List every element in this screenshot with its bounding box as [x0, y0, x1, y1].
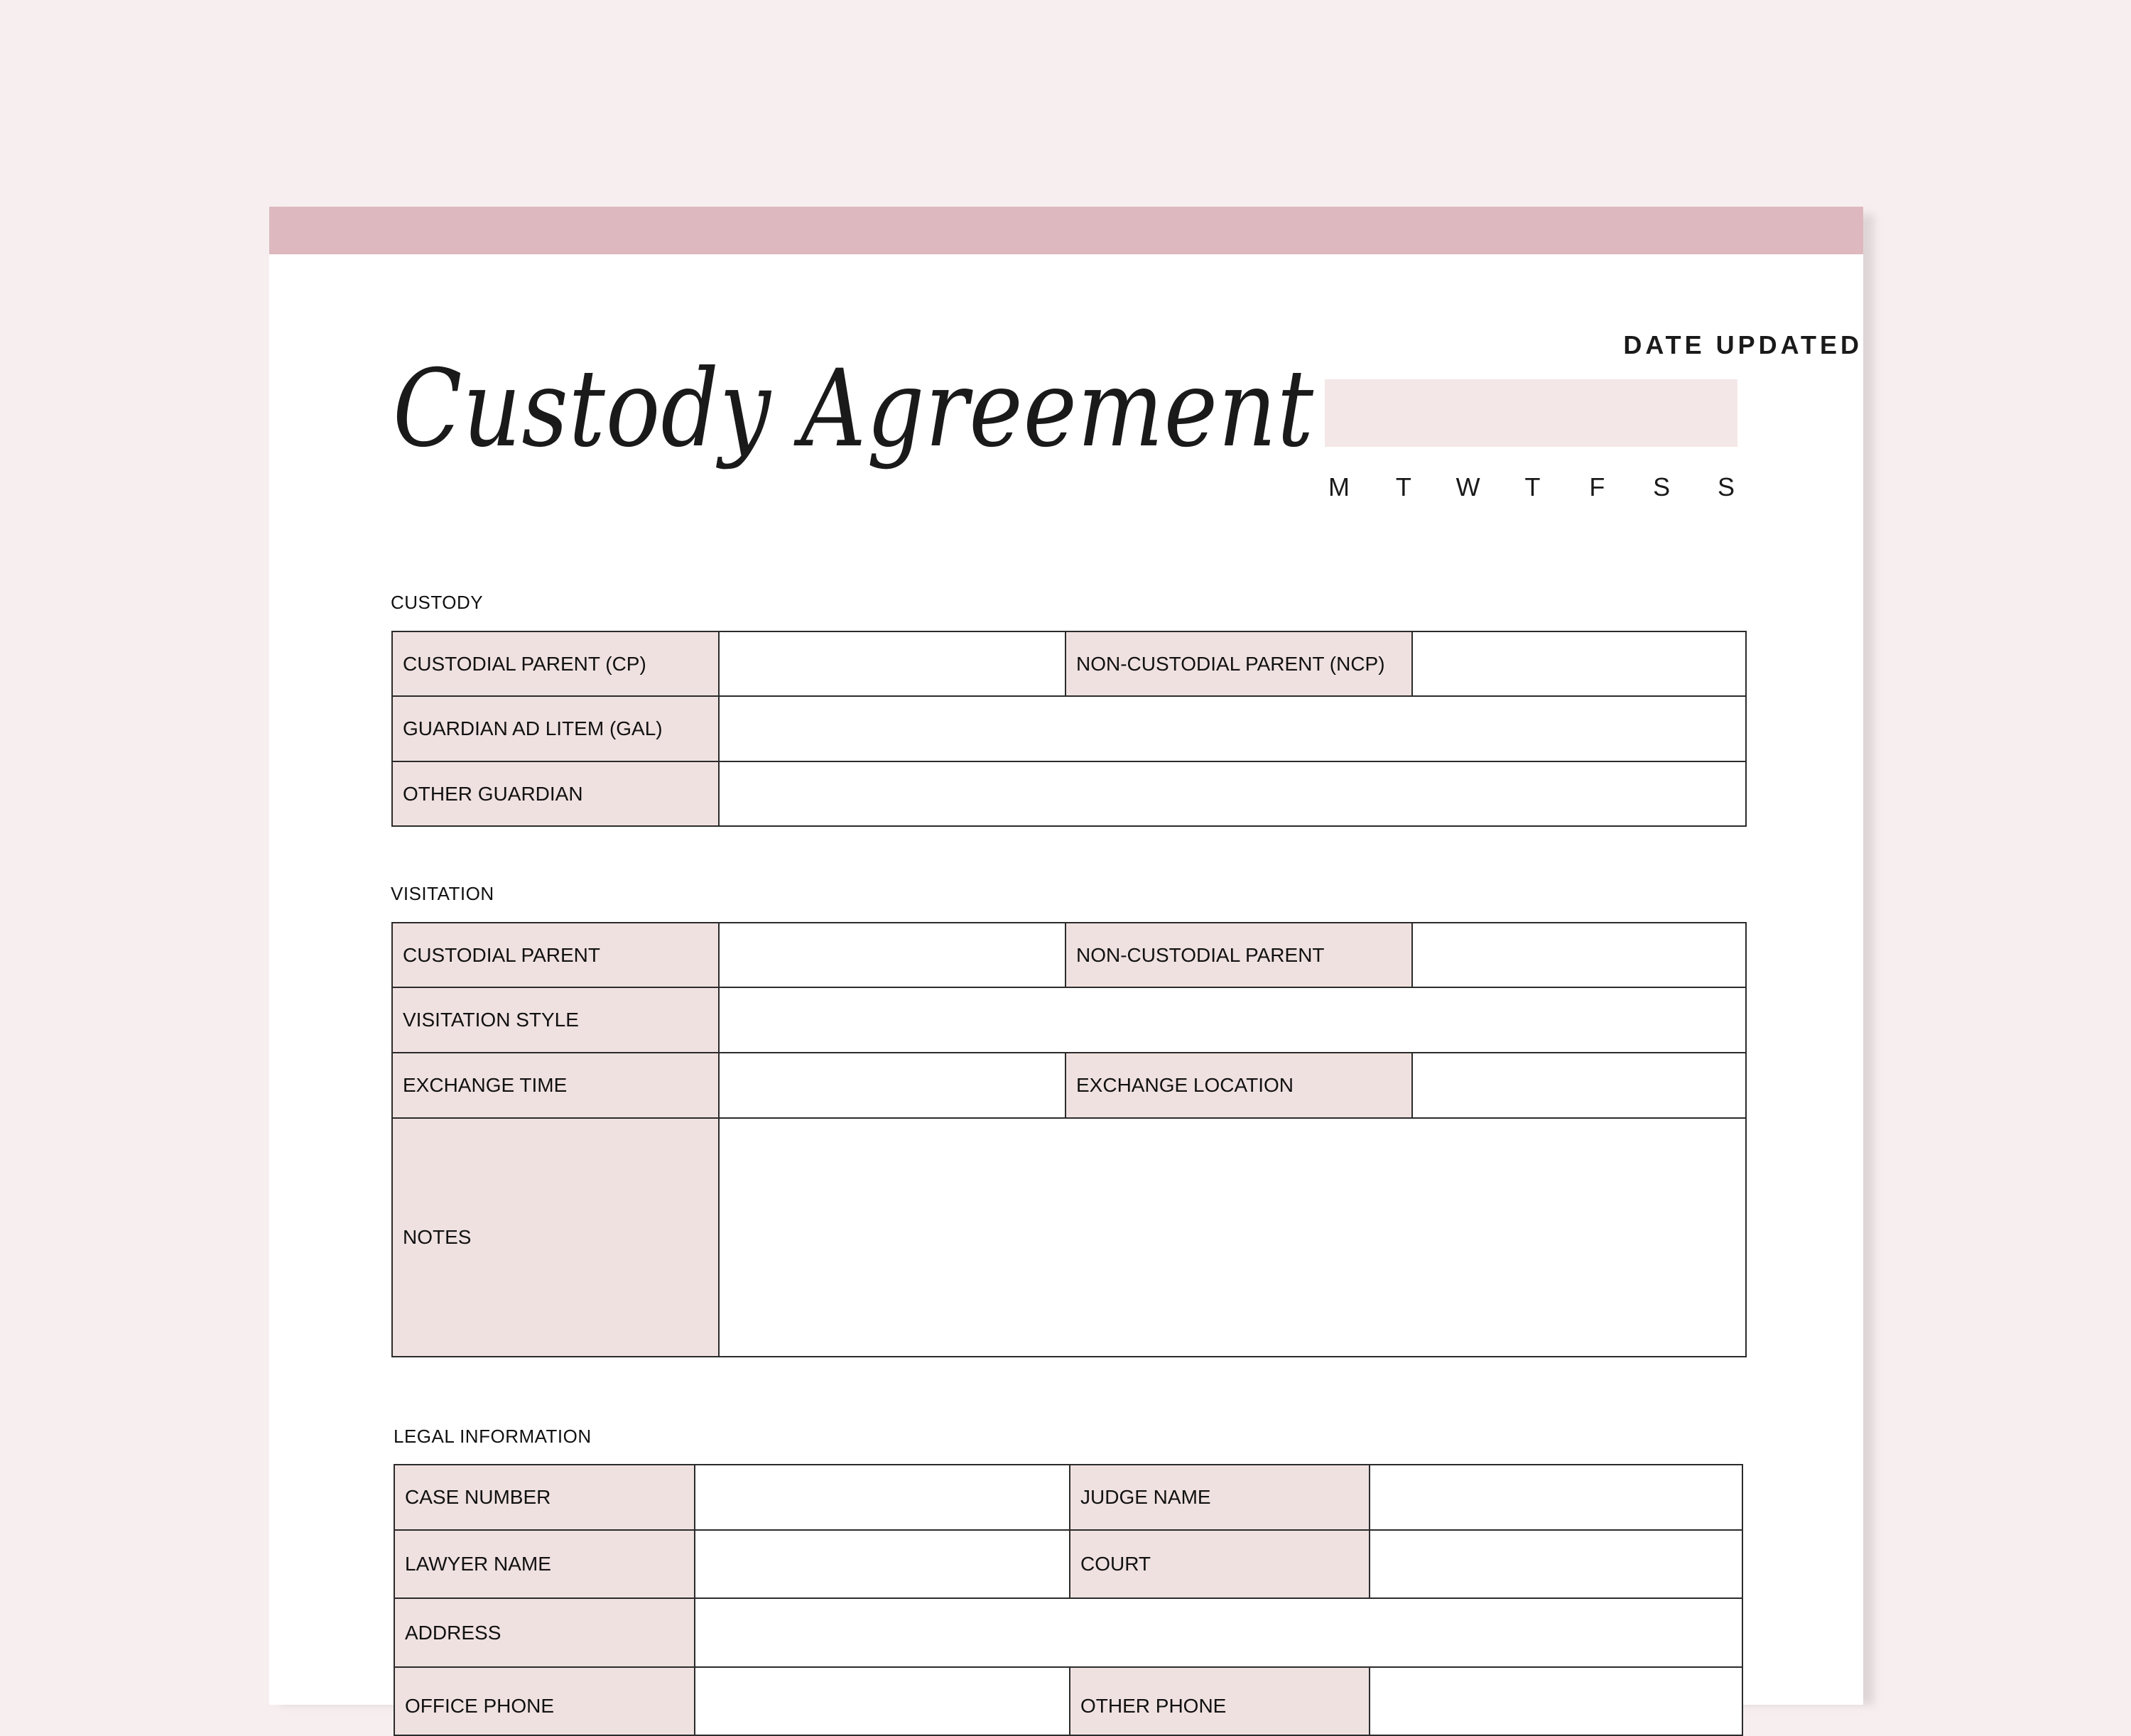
notes-label: NOTES: [392, 1118, 719, 1357]
office-phone-field[interactable]: [695, 1667, 1070, 1735]
form-sheet: [269, 207, 1863, 1717]
visitation-custodial-parent-label: CUSTODIAL PARENT: [392, 923, 719, 987]
case-number-field[interactable]: [695, 1465, 1070, 1530]
legal-information-table: [394, 1464, 1743, 1736]
day-monday[interactable]: M: [1328, 472, 1350, 501]
visitation-style-label: VISITATION STYLE: [392, 987, 719, 1053]
custody-heading: CUSTODY: [391, 592, 484, 613]
custody-table: [391, 631, 1747, 827]
day-tuesday[interactable]: T: [1395, 472, 1411, 501]
lawyer-name-label: LAWYER NAME: [394, 1530, 695, 1598]
other-phone-field[interactable]: [1370, 1667, 1742, 1735]
visitation-heading: VISITATION: [391, 883, 494, 904]
date-updated-field[interactable]: [1325, 379, 1737, 447]
custodial-parent-cp-field[interactable]: [719, 631, 1066, 696]
visitation-non-custodial-parent-label: NON-CUSTODIAL PARENT: [1066, 923, 1412, 987]
other-phone-label: OTHER PHONE: [1070, 1667, 1370, 1735]
visitation-style-field[interactable]: [719, 987, 1746, 1053]
other-guardian-label: OTHER GUARDIAN: [392, 761, 719, 826]
guardian-ad-litem-field[interactable]: [719, 696, 1746, 761]
exchange-time-field[interactable]: [719, 1053, 1066, 1118]
day-thursday[interactable]: T: [1524, 472, 1541, 501]
lawyer-name-field[interactable]: [695, 1530, 1070, 1598]
date-updated-label: DATE UPDATED: [1623, 330, 1862, 359]
case-number-label: CASE NUMBER: [394, 1465, 695, 1530]
day-saturday[interactable]: S: [1653, 472, 1671, 501]
custodial-parent-cp-label: CUSTODIAL PARENT (CP): [392, 631, 719, 696]
court-label: COURT: [1070, 1530, 1370, 1598]
accent-bar: [269, 207, 1863, 254]
office-phone-label: OFFICE PHONE: [394, 1667, 695, 1735]
address-label: ADDRESS: [394, 1598, 695, 1667]
exchange-time-label: EXCHANGE TIME: [392, 1053, 719, 1118]
page-title: Custody Agreement: [393, 347, 1314, 471]
non-custodial-parent-ncp-field[interactable]: [1412, 631, 1746, 696]
judge-name-field[interactable]: [1370, 1465, 1742, 1530]
guardian-ad-litem-label: GUARDIAN AD LITEM (GAL): [392, 696, 719, 761]
other-guardian-field[interactable]: [719, 761, 1746, 826]
judge-name-label: JUDGE NAME: [1070, 1465, 1370, 1530]
non-custodial-parent-ncp-label: NON-CUSTODIAL PARENT (NCP): [1066, 631, 1412, 696]
notes-field[interactable]: [719, 1118, 1746, 1357]
day-wednesday[interactable]: W: [1455, 472, 1480, 501]
weekday-selector: [1325, 472, 1740, 502]
visitation-custodial-parent-field[interactable]: [719, 923, 1066, 987]
exchange-location-field[interactable]: [1412, 1053, 1746, 1118]
day-friday[interactable]: F: [1589, 472, 1605, 501]
address-field[interactable]: [695, 1598, 1742, 1667]
visitation-table: [391, 922, 1747, 1357]
legal-information-heading: LEGAL INFORMATION: [394, 1426, 592, 1447]
visitation-non-custodial-parent-field[interactable]: [1412, 923, 1746, 987]
court-field[interactable]: [1370, 1530, 1742, 1598]
exchange-location-label: EXCHANGE LOCATION: [1066, 1053, 1412, 1118]
day-sunday[interactable]: S: [1717, 472, 1735, 501]
